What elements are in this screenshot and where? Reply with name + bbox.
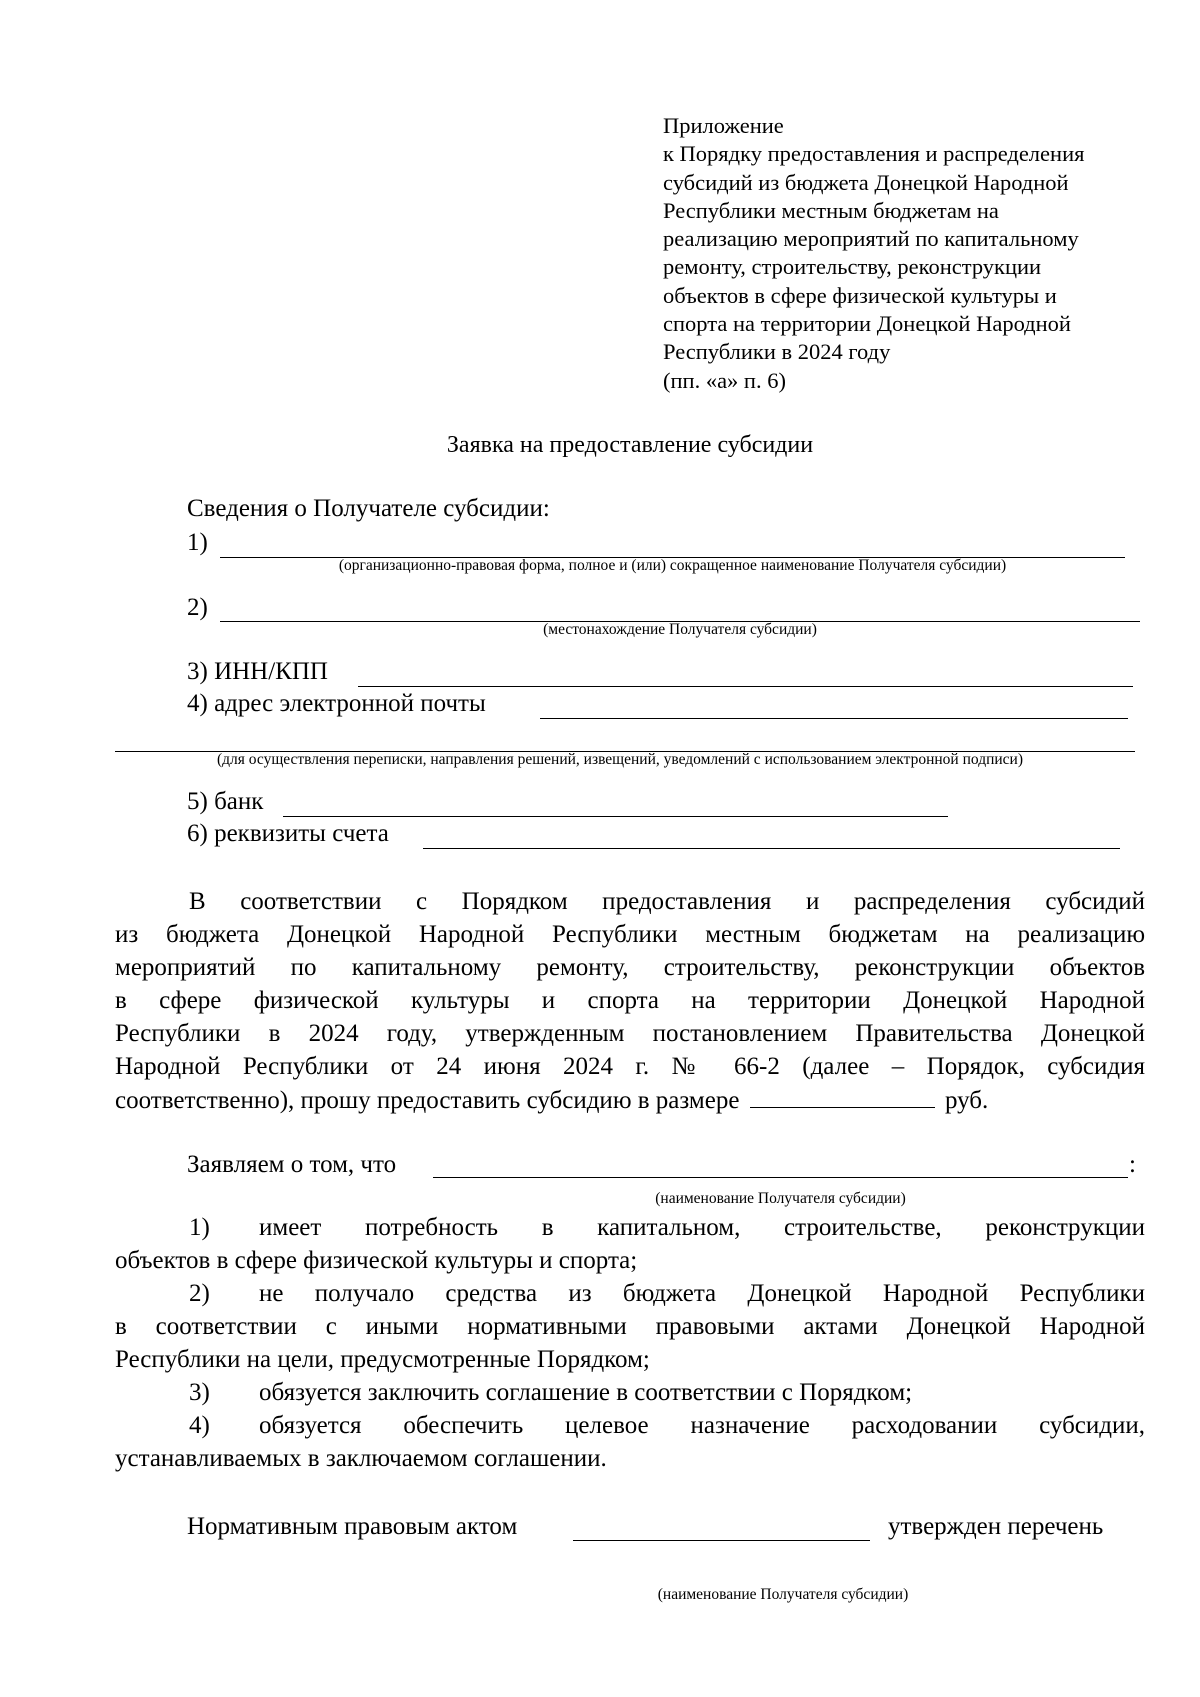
item4-caption: (для осуществления переписки, направления решений, извещений, уведомлений с использованием электронной подписи) [216, 751, 1024, 768]
email-field[interactable] [540, 718, 1128, 719]
request-line: из бюджета Донецкой Народной Республики местным бюджетам на реализацию [115, 921, 1145, 948]
request-last-line [115, 1083, 1145, 1116]
appendix-line: (пп. «а» п. 6) [663, 367, 786, 393]
item2-caption: (местонахождение Получателя субсидии) [543, 621, 817, 638]
request-line: мероприятий по капитальному ремонту, строительству, реконструкции объектов [115, 954, 1145, 981]
declaration-item-cont: устанавливаемых в заключаемом соглашении. [115, 1445, 607, 1472]
declaration-item-cont: в соответствии с иными нормативными правовыми актами Донецкой Народной [115, 1313, 1145, 1340]
normative-act-field[interactable] [573, 1540, 870, 1541]
declaration-item-number: 3) [189, 1379, 210, 1406]
declaration-recipient-field[interactable] [433, 1177, 1128, 1178]
request-last-line-end: руб. [944, 1087, 989, 1114]
document-title: Заявка на предоставление субсидии [446, 432, 814, 458]
normative-end: утвержден перечень [888, 1513, 1104, 1540]
declaration-item-text: имеет потребность в капитальном, строительстве, реконструкции [259, 1214, 1145, 1241]
appendix-line: спорта на территории Донецкой Народной [663, 311, 1071, 337]
appendix-line: Республики местным бюджетам на [663, 197, 999, 223]
normative-caption: (наименование Получателя субсидии) [657, 1586, 909, 1603]
appendix-line: ремонту, строительству, реконструкции [663, 254, 1042, 280]
item1-caption: (организационно-правовая форма, полное и (или) сокращенное наименование Получателя субсидии) [338, 557, 1007, 574]
appendix-line: Приложение [663, 113, 784, 138]
request-line: Народной Республики от 24 июня 2024 г. № 66-2 (далее – Порядок, субсидия [115, 1053, 1145, 1080]
appendix-line: субсидий из бюджета Донецкой Народной [663, 169, 1069, 195]
appendix-line: реализацию мероприятий по капитальному [663, 226, 1079, 252]
request-paragraph [115, 885, 1145, 1116]
appendix-line: Республики в 2024 году [663, 339, 891, 365]
declaration-item-number: 1) [189, 1214, 210, 1241]
request-last-line-start: соответственно), прошу предоставить субсидию в размере [115, 1087, 740, 1114]
declaration-item-cont: объектов в сфере физической культуры и спорта; [115, 1247, 638, 1274]
request-line: в сфере физической культуры и спорта на территории Донецкой Народной [115, 987, 1145, 1014]
declaration-item-3 [115, 1376, 1145, 1409]
item6-label: 6) реквизиты счета [187, 820, 389, 847]
item3-label: 3) ИНН/КПП [187, 658, 328, 685]
declaration-item-number: 2) [189, 1280, 210, 1307]
item1-label: 1) [187, 529, 208, 556]
bank-field[interactable] [283, 816, 948, 817]
amount-field[interactable] [750, 1083, 935, 1108]
appendix-block [663, 112, 1133, 395]
declaration-item-number: 4) [189, 1412, 210, 1439]
declaration-colon: : [1129, 1151, 1136, 1178]
inn-kpp-field[interactable] [358, 686, 1133, 687]
declaration-item-2 [115, 1277, 1145, 1310]
declaration-item-text: обязуется заключить соглашение в соответствии с Порядком; [259, 1379, 913, 1406]
declaration-caption: (наименование Получателя субсидии) [655, 1190, 906, 1207]
declaration-item-4 [115, 1409, 1145, 1442]
item4-label: 4) адрес электронной почты [187, 690, 486, 717]
recipient-heading: Сведения о Получателе субсидии: [187, 495, 550, 522]
declaration-intro: Заявляем о том, что [187, 1151, 397, 1178]
normative-start: Нормативным правовым актом [187, 1513, 518, 1540]
declaration-item-1 [115, 1211, 1145, 1244]
declaration-item-cont: Республики на цели, предусмотренные Порядком; [115, 1346, 650, 1373]
item2-label: 2) [187, 594, 208, 621]
declaration-item-text: обязуется обеспечить целевое назначение расходовании субсидии, [259, 1412, 1145, 1439]
item5-label: 5) банк [187, 788, 264, 815]
appendix-line: к Порядку предоставления и распределения [663, 141, 1085, 167]
appendix-line: объектов в сфере физической культуры и [663, 282, 1057, 308]
declaration-item-text: не получало средства из бюджета Донецкой Народной Республики [259, 1280, 1145, 1307]
declaration-list [115, 1211, 1145, 1475]
request-line: Республики в 2024 году, утвержденным постановлением Правительства Донецкой [115, 1020, 1145, 1047]
request-line: В соответствии с Порядком предоставления и распределения субсидий [189, 888, 1145, 915]
account-field[interactable] [423, 848, 1120, 849]
